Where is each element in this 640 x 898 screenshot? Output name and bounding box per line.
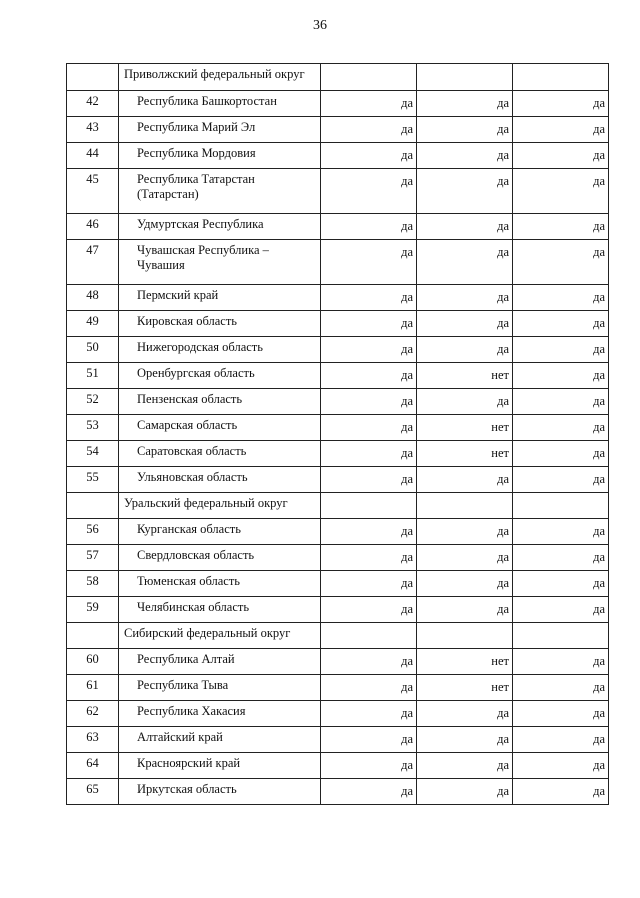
value-cell-1: да	[321, 597, 417, 623]
value-cell-2: да	[417, 117, 513, 143]
value-cell-2: да	[417, 753, 513, 779]
value-cell-2: нет	[417, 363, 513, 389]
subject-name-cell: Иркутская область	[119, 779, 321, 805]
region-value-cell	[417, 623, 513, 649]
table-row	[67, 337, 609, 363]
region-number-cell	[67, 623, 119, 649]
value-cell-1: да	[321, 727, 417, 753]
table-row	[67, 467, 609, 493]
region-title-cell: Сибирский федеральный округ	[119, 623, 321, 649]
value-cell-1: да	[321, 143, 417, 169]
row-number-cell: 65	[67, 779, 119, 805]
value-cell-2: да	[417, 91, 513, 117]
row-number-cell: 60	[67, 649, 119, 675]
subject-name-cell: Тюменская область	[119, 571, 321, 597]
value-cell-2: да	[417, 311, 513, 337]
region-value-cell	[417, 64, 513, 91]
region-row	[67, 493, 609, 519]
subject-name-cell: Республика Мордовия	[119, 143, 321, 169]
table-row	[67, 753, 609, 779]
value-cell-3: да	[513, 649, 609, 675]
row-number-cell: 52	[67, 389, 119, 415]
value-cell-2: да	[417, 467, 513, 493]
table-row	[67, 701, 609, 727]
region-value-cell	[417, 493, 513, 519]
value-cell-1: да	[321, 117, 417, 143]
value-cell-3: да	[513, 169, 609, 214]
regions-table	[66, 63, 609, 805]
value-cell-2: нет	[417, 415, 513, 441]
value-cell-2: да	[417, 727, 513, 753]
table-row	[67, 597, 609, 623]
row-number-cell: 43	[67, 117, 119, 143]
value-cell-1: да	[321, 311, 417, 337]
value-cell-1: да	[321, 649, 417, 675]
value-cell-3: да	[513, 753, 609, 779]
value-cell-2: нет	[417, 441, 513, 467]
subject-name-cell: Республика Хакасия	[119, 701, 321, 727]
subject-name-cell: Республика Алтай	[119, 649, 321, 675]
subject-name-cell: Самарская область	[119, 415, 321, 441]
value-cell-2: да	[417, 545, 513, 571]
subject-name-cell: Саратовская область	[119, 441, 321, 467]
region-value-cell	[513, 623, 609, 649]
table-row	[67, 675, 609, 701]
region-title-cell: Уральский федеральный округ	[119, 493, 321, 519]
subject-name-cell: Ульяновская область	[119, 467, 321, 493]
value-cell-3: да	[513, 240, 609, 285]
value-cell-3: да	[513, 467, 609, 493]
value-cell-1: да	[321, 753, 417, 779]
value-cell-1: да	[321, 285, 417, 311]
subject-name-cell: Республика Башкортостан	[119, 91, 321, 117]
page-number: 36	[313, 18, 327, 33]
value-cell-3: да	[513, 415, 609, 441]
row-number-cell: 57	[67, 545, 119, 571]
table-row	[67, 649, 609, 675]
value-cell-1: да	[321, 363, 417, 389]
value-cell-2: да	[417, 214, 513, 240]
row-number-cell: 44	[67, 143, 119, 169]
subject-name-cell: Алтайский край	[119, 727, 321, 753]
value-cell-2: да	[417, 285, 513, 311]
row-number-cell: 46	[67, 214, 119, 240]
table-row	[67, 779, 609, 805]
regions-table-body	[67, 64, 609, 805]
value-cell-2: да	[417, 571, 513, 597]
row-number-cell: 58	[67, 571, 119, 597]
subject-name-cell: Пермский край	[119, 285, 321, 311]
region-number-cell	[67, 64, 119, 91]
value-cell-1: да	[321, 169, 417, 214]
table-row	[67, 363, 609, 389]
table-row	[67, 285, 609, 311]
value-cell-1: да	[321, 519, 417, 545]
value-cell-1: да	[321, 337, 417, 363]
table-row	[67, 389, 609, 415]
value-cell-3: да	[513, 214, 609, 240]
value-cell-1: да	[321, 467, 417, 493]
table-row	[67, 519, 609, 545]
subject-name-cell: Курганская область	[119, 519, 321, 545]
value-cell-3: да	[513, 597, 609, 623]
value-cell-1: да	[321, 214, 417, 240]
row-number-cell: 54	[67, 441, 119, 467]
table-row	[67, 571, 609, 597]
row-number-cell: 59	[67, 597, 119, 623]
subject-name-cell: Чувашская Республика – Чувашия	[119, 240, 321, 285]
value-cell-2: да	[417, 519, 513, 545]
row-number-cell: 56	[67, 519, 119, 545]
region-value-cell	[321, 64, 417, 91]
value-cell-3: да	[513, 389, 609, 415]
subject-name-cell: Пензенская область	[119, 389, 321, 415]
table-row	[67, 240, 609, 285]
value-cell-1: да	[321, 545, 417, 571]
value-cell-3: да	[513, 571, 609, 597]
table-row	[67, 441, 609, 467]
region-value-cell	[321, 623, 417, 649]
value-cell-2: да	[417, 240, 513, 285]
value-cell-3: да	[513, 545, 609, 571]
row-number-cell: 49	[67, 311, 119, 337]
row-number-cell: 53	[67, 415, 119, 441]
value-cell-3: да	[513, 285, 609, 311]
value-cell-1: да	[321, 240, 417, 285]
value-cell-2: да	[417, 701, 513, 727]
value-cell-1: да	[321, 389, 417, 415]
subject-name-cell: Челябинская область	[119, 597, 321, 623]
value-cell-3: да	[513, 91, 609, 117]
subject-name-cell: Оренбургская область	[119, 363, 321, 389]
subject-name-cell: Кировская область	[119, 311, 321, 337]
row-number-cell: 48	[67, 285, 119, 311]
value-cell-3: да	[513, 441, 609, 467]
table-row	[67, 117, 609, 143]
value-cell-2: нет	[417, 675, 513, 701]
region-number-cell	[67, 493, 119, 519]
value-cell-2: да	[417, 143, 513, 169]
value-cell-2: да	[417, 169, 513, 214]
subject-name-cell: Республика Татарстан (Татарстан)	[119, 169, 321, 214]
value-cell-3: да	[513, 311, 609, 337]
value-cell-2: нет	[417, 649, 513, 675]
value-cell-1: да	[321, 779, 417, 805]
region-title-cell: Приволжский федеральный округ	[119, 64, 321, 91]
row-number-cell: 42	[67, 91, 119, 117]
subject-name-cell: Республика Тыва	[119, 675, 321, 701]
value-cell-1: да	[321, 91, 417, 117]
value-cell-3: да	[513, 363, 609, 389]
row-number-cell: 62	[67, 701, 119, 727]
region-row	[67, 64, 609, 91]
value-cell-3: да	[513, 117, 609, 143]
value-cell-1: да	[321, 675, 417, 701]
region-value-cell	[513, 493, 609, 519]
row-number-cell: 64	[67, 753, 119, 779]
table-row	[67, 91, 609, 117]
table-row	[67, 545, 609, 571]
row-number-cell: 50	[67, 337, 119, 363]
row-number-cell: 45	[67, 169, 119, 214]
region-value-cell	[513, 64, 609, 91]
value-cell-2: да	[417, 337, 513, 363]
value-cell-3: да	[513, 675, 609, 701]
value-cell-1: да	[321, 701, 417, 727]
table-row	[67, 169, 609, 214]
subject-name-cell: Нижегородская область	[119, 337, 321, 363]
row-number-cell: 55	[67, 467, 119, 493]
region-value-cell	[321, 493, 417, 519]
value-cell-2: да	[417, 779, 513, 805]
table-row	[67, 143, 609, 169]
table-row	[67, 415, 609, 441]
value-cell-3: да	[513, 727, 609, 753]
subject-name-cell: Удмуртская Республика	[119, 214, 321, 240]
subject-name-cell: Свердловская область	[119, 545, 321, 571]
row-number-cell: 63	[67, 727, 119, 753]
value-cell-1: да	[321, 415, 417, 441]
value-cell-1: да	[321, 571, 417, 597]
value-cell-2: да	[417, 597, 513, 623]
subject-name-cell: Республика Марий Эл	[119, 117, 321, 143]
value-cell-3: да	[513, 701, 609, 727]
value-cell-3: да	[513, 143, 609, 169]
value-cell-3: да	[513, 337, 609, 363]
value-cell-3: да	[513, 519, 609, 545]
value-cell-3: да	[513, 779, 609, 805]
table-row	[67, 214, 609, 240]
subject-name-cell: Красноярский край	[119, 753, 321, 779]
table-row	[67, 727, 609, 753]
table-row	[67, 311, 609, 337]
region-row	[67, 623, 609, 649]
row-number-cell: 47	[67, 240, 119, 285]
value-cell-2: да	[417, 389, 513, 415]
row-number-cell: 51	[67, 363, 119, 389]
row-number-cell: 61	[67, 675, 119, 701]
value-cell-1: да	[321, 441, 417, 467]
